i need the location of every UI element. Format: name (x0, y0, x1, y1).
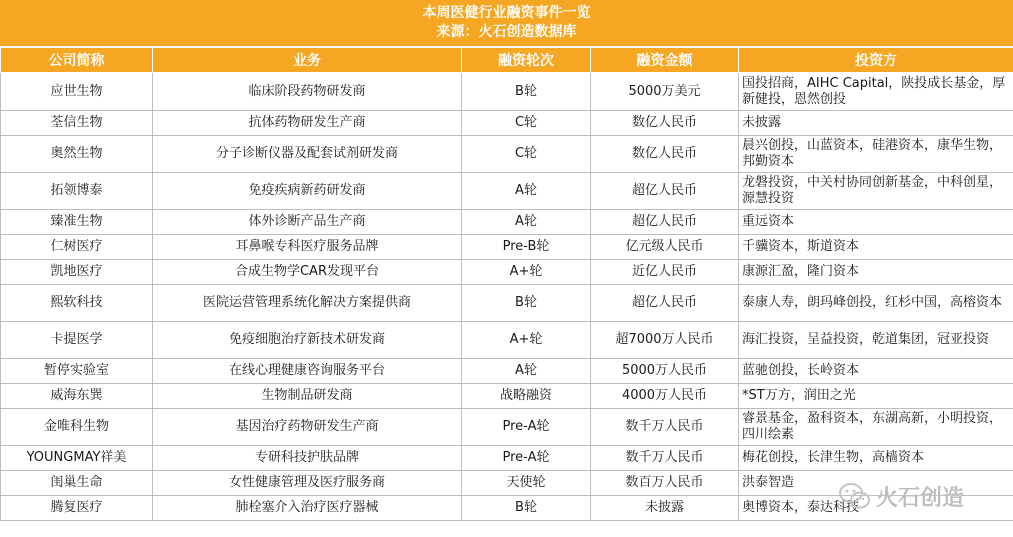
funding-events-table (0, 47, 1013, 521)
cell-company: 荃信生物 (1, 111, 153, 136)
cell-amount: 数千万人民币 (591, 446, 739, 471)
cell-investors: 泰康人寿，朗玛峰创投，红杉中国，高榕资本 (739, 285, 1013, 322)
cell-round: A+轮 (462, 322, 591, 359)
cell-round: 战略融资 (462, 384, 591, 409)
table-row (1, 136, 1013, 173)
header-row (1, 48, 1013, 73)
table-row (1, 285, 1013, 322)
table-row (1, 322, 1013, 359)
cell-investors: 洪泰智造 (739, 471, 1013, 496)
table-row (1, 73, 1013, 111)
cell-company: 拓领博泰 (1, 173, 153, 210)
cell-business: 耳鼻喉专科医疗服务品牌 (153, 235, 462, 260)
cell-business: 女性健康管理及医疗服务商 (153, 471, 462, 496)
cell-company: 仁树医疗 (1, 235, 153, 260)
table-row (1, 409, 1013, 446)
cell-amount: 数百万人民币 (591, 471, 739, 496)
cell-company: 威海东巽 (1, 384, 153, 409)
cell-business: 免疫疾病新药研发商 (153, 173, 462, 210)
cell-investors: 未披露 (739, 111, 1013, 136)
cell-investors: 国投招商，AIHC Capital，陕投成长基金，厚新健投，恩然创投 (739, 73, 1013, 111)
header-business: 业务 (153, 48, 462, 73)
cell-investors: *ST万方，润田之光 (739, 384, 1013, 409)
cell-round: C轮 (462, 136, 591, 173)
cell-investors: 千骥资本，斯道资本 (739, 235, 1013, 260)
cell-investors: 晨兴创投，山蓝资本，硅港资本，康华生物，邦勤资本 (739, 136, 1013, 173)
cell-round: A轮 (462, 359, 591, 384)
cell-amount: 5000万人民币 (591, 359, 739, 384)
cell-company: 奥然生物 (1, 136, 153, 173)
cell-round: A+轮 (462, 260, 591, 285)
cell-amount: 超7000万人民币 (591, 322, 739, 359)
cell-amount: 数亿人民币 (591, 111, 739, 136)
cell-round: Pre-B轮 (462, 235, 591, 260)
table-source: 来源：火石创造数据库 (436, 24, 577, 40)
table-row (1, 446, 1013, 471)
table-row (1, 359, 1013, 384)
cell-round: A轮 (462, 210, 591, 235)
cell-business: 基因治疗药物研发生产商 (153, 409, 462, 446)
cell-company: 金唯科生物 (1, 409, 153, 446)
cell-round: Pre-A轮 (462, 409, 591, 446)
cell-company: 凯地医疗 (1, 260, 153, 285)
cell-company: 暂停实验室 (1, 359, 153, 384)
cell-business: 肺栓塞介入治疗医疗器械 (153, 496, 462, 521)
cell-business: 分子诊断仪器及配套试剂研发商 (153, 136, 462, 173)
table-row (1, 384, 1013, 409)
cell-round: B轮 (462, 285, 591, 322)
cell-investors: 睿景基金，盈科资本，东湖高新，小明投资，四川绘素 (739, 409, 1013, 446)
header-amount: 融资金额 (591, 48, 739, 73)
header-company: 公司简称 (1, 48, 153, 73)
cell-amount: 超亿人民币 (591, 173, 739, 210)
table-row (1, 111, 1013, 136)
cell-amount: 数千万人民币 (591, 409, 739, 446)
cell-amount: 近亿人民币 (591, 260, 739, 285)
cell-business: 免疫细胞治疗新技术研发商 (153, 322, 462, 359)
cell-amount: 数亿人民币 (591, 136, 739, 173)
cell-investors: 康源汇盈，隆门资本 (739, 260, 1013, 285)
cell-amount: 超亿人民币 (591, 210, 739, 235)
cell-round: 天使轮 (462, 471, 591, 496)
cell-company: 熙软科技 (1, 285, 153, 322)
cell-amount: 亿元级人民币 (591, 235, 739, 260)
title-bar (0, 0, 1013, 47)
cell-company: YOUNGMAY祥美 (1, 446, 153, 471)
cell-business: 医院运营管理系统化解决方案提供商 (153, 285, 462, 322)
table-row (1, 173, 1013, 210)
cell-round: B轮 (462, 496, 591, 521)
cell-round: Pre-A轮 (462, 446, 591, 471)
wechat-icon (838, 481, 872, 511)
cell-amount: 4000万人民币 (591, 384, 739, 409)
watermark (838, 479, 1008, 513)
cell-business: 抗体药物研发生产商 (153, 111, 462, 136)
cell-investors: 海汇投资，呈益投资，乾道集团，冠亚投资 (739, 322, 1013, 359)
cell-business: 临床阶段药物研发商 (153, 73, 462, 111)
table-body (1, 73, 1013, 521)
cell-business: 专研科技护肤品牌 (153, 446, 462, 471)
cell-company: 臻准生物 (1, 210, 153, 235)
cell-investors: 重远资本 (739, 210, 1013, 235)
cell-business: 合成生物学CAR发现平台 (153, 260, 462, 285)
watermark-text: 火石创造 (876, 485, 965, 511)
cell-amount: 未披露 (591, 496, 739, 521)
cell-company: 卡提医学 (1, 322, 153, 359)
table-title: 本周医健行业融资事件一览 (422, 5, 591, 21)
table-row (1, 235, 1013, 260)
cell-company: 腾复医疗 (1, 496, 153, 521)
cell-round: B轮 (462, 73, 591, 111)
cell-round: A轮 (462, 173, 591, 210)
cell-round: C轮 (462, 111, 591, 136)
table-row (1, 260, 1013, 285)
cell-business: 生物制品研发商 (153, 384, 462, 409)
cell-business: 体外诊断产品生产商 (153, 210, 462, 235)
cell-company: 闺巢生命 (1, 471, 153, 496)
cell-investors: 龙磐投资，中关村协同创新基金，中科创星，源慧投资 (739, 173, 1013, 210)
cell-company: 应世生物 (1, 73, 153, 111)
cell-investors: 梅花创投，长津生物，高樯资本 (739, 446, 1013, 471)
table-row (1, 210, 1013, 235)
cell-investors: 蓝驰创投，长岭资本 (739, 359, 1013, 384)
header-round: 融资轮次 (462, 48, 591, 73)
cell-amount: 超亿人民币 (591, 285, 739, 322)
header-investors: 投资方 (739, 48, 1013, 73)
cell-business: 在线心理健康咨询服务平台 (153, 359, 462, 384)
cell-investors: 奥博资本，泰达科技 (739, 496, 1013, 521)
cell-amount: 5000万美元 (591, 73, 739, 111)
